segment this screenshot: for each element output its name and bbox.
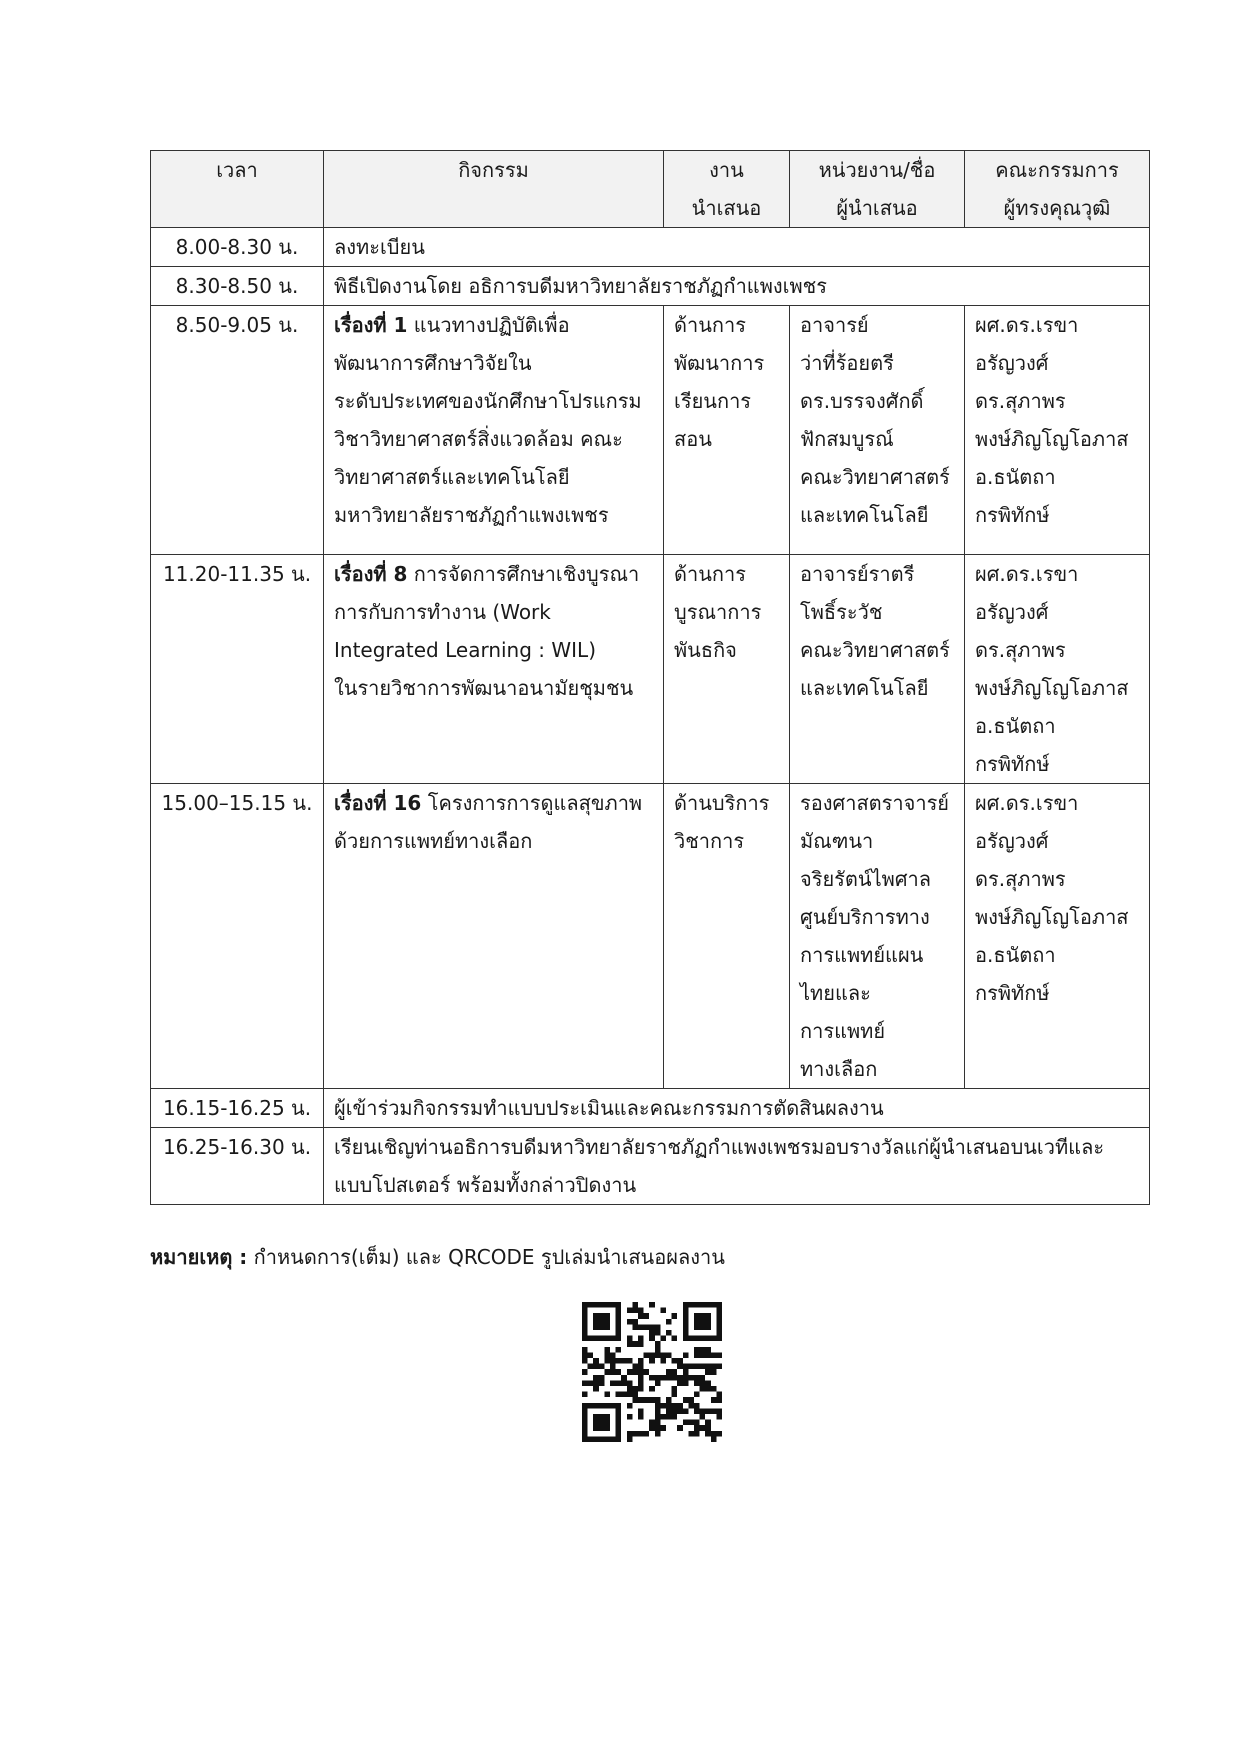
time-cell: 16.25-16.30 น. <box>151 1128 324 1205</box>
note <box>150 1242 725 1272</box>
activity-cell: เรียนเชิญท่านอธิการบดีมหาวิทยาลัยราชภัฏกำแพงเพชรมอบรางวัลแก่ผู้นำเสนอบนเวทีและ แบบโปสเตอร์ พร้อมทั้งกล่าวปิดงาน <box>324 1128 1150 1205</box>
table-row <box>151 306 1150 555</box>
header-time: เวลา <box>151 151 324 228</box>
qr-code-icon[interactable] <box>582 1302 722 1442</box>
committee-cell: ผศ.ดร.เรขา อรัญวงศ์ ดร.สุภาพร พงษ์ภิญโญโอภาส อ.ธนัตถา กรพิทักษ์ <box>965 555 1150 784</box>
time-cell: 15.00–15.15 น. <box>151 784 324 1089</box>
topic-title: แนวทางปฏิบัติเพื่อ <box>407 313 570 337</box>
activity-cell: ลงทะเบียน <box>324 228 1150 267</box>
topic-number: เรื่องที่ 8 <box>334 562 408 586</box>
presenter-cell: อาจารย์ ว่าที่ร้อยตรี ดร.บรรจงศักดิ์ ฟักสมบูรณ์ คณะวิทยาศาสตร์ และเทคโนโลยี <box>790 306 965 555</box>
table-row <box>151 1128 1150 1205</box>
time-cell: 16.15-16.25 น. <box>151 1089 324 1128</box>
activity-cell: พิธีเปิดงานโดย อธิการบดีมหาวิทยาลัยราชภัฏกำแพงเพชร <box>324 267 1150 306</box>
table-row <box>151 267 1150 306</box>
schedule-table <box>150 150 1150 1205</box>
topic-cell: เรื่องที่ 16 โครงการการดูแลสุขภาพ ด้วยการแพทย์ทางเลือก <box>324 784 664 1089</box>
time-cell: 8.30-8.50 น. <box>151 267 324 306</box>
header-presenter: หน่วยงาน/ชื่อ ผู้นำเสนอ <box>790 151 965 228</box>
table-row <box>151 784 1150 1089</box>
note-text: กำหนดการ(เต็ม) และ QRCODE รูปเล่มนำเสนอผลงาน <box>247 1245 725 1269</box>
topic-number: เรื่องที่ 1 <box>334 313 408 337</box>
table-row <box>151 555 1150 784</box>
header-category: งาน นำเสนอ <box>664 151 790 228</box>
category-cell: ด้านการ พัฒนาการ เรียนการ สอน <box>664 306 790 555</box>
time-cell: 8.00-8.30 น. <box>151 228 324 267</box>
time-cell: 11.20-11.35 น. <box>151 555 324 784</box>
header-row <box>151 151 1150 228</box>
category-cell: ด้านการ บูรณาการ พันธกิจ <box>664 555 790 784</box>
header-activity: กิจกรรม <box>324 151 664 228</box>
table-row <box>151 228 1150 267</box>
topic-cell: เรื่องที่ 1 แนวทางปฏิบัติเพื่อ พัฒนาการศึกษาวิจัยใน ระดับประเทศของนักศึกษาโปรแกรม วิชาวิทยาศาสตร์สิ่งแวดล้อม คณะ วิทยาศาสตร์และเทคโนโลยี มหาวิทยาลัยราชภัฏกำแพงเพชร <box>324 306 664 555</box>
topic-number: เรื่องที่ 16 <box>334 791 422 815</box>
topic-title: โครงการการดูแลสุขภาพ <box>421 791 643 815</box>
committee-cell: ผศ.ดร.เรขา อรัญวงศ์ ดร.สุภาพร พงษ์ภิญโญโอภาส อ.ธนัตถา กรพิทักษ์ <box>965 784 1150 1089</box>
table-row <box>151 1089 1150 1128</box>
topic-cell: เรื่องที่ 8 การจัดการศึกษาเชิงบูรณา การกับการทำงาน (Work Integrated Learning : WIL) ในรายวิชาการพัฒนาอนามัยชุมชน <box>324 555 664 784</box>
time-cell: 8.50-9.05 น. <box>151 306 324 555</box>
category-cell: ด้านบริการ วิชาการ <box>664 784 790 1089</box>
topic-title: การจัดการศึกษาเชิงบูรณา <box>407 562 640 586</box>
note-label: หมายเหตุ : <box>150 1245 248 1269</box>
committee-cell: ผศ.ดร.เรขา อรัญวงศ์ ดร.สุภาพร พงษ์ภิญโญโอภาส อ.ธนัตถา กรพิทักษ์ <box>965 306 1150 555</box>
presenter-cell: อาจารย์ราตรี โพธิ์ระวัช คณะวิทยาศาสตร์ และเทคโนโลยี <box>790 555 965 784</box>
presenter-cell: รองศาสตราจารย์ มัณฑนา จริยรัตน์ไพศาล ศูนย์บริการทาง การแพทย์แผน ไทยและ การแพทย์ ทางเลือก <box>790 784 965 1089</box>
activity-cell: ผู้เข้าร่วมกิจกรรมทำแบบประเมินและคณะกรรมการตัดสินผลงาน <box>324 1089 1150 1128</box>
header-committee: คณะกรรมการ ผู้ทรงคุณวุฒิ <box>965 151 1150 228</box>
